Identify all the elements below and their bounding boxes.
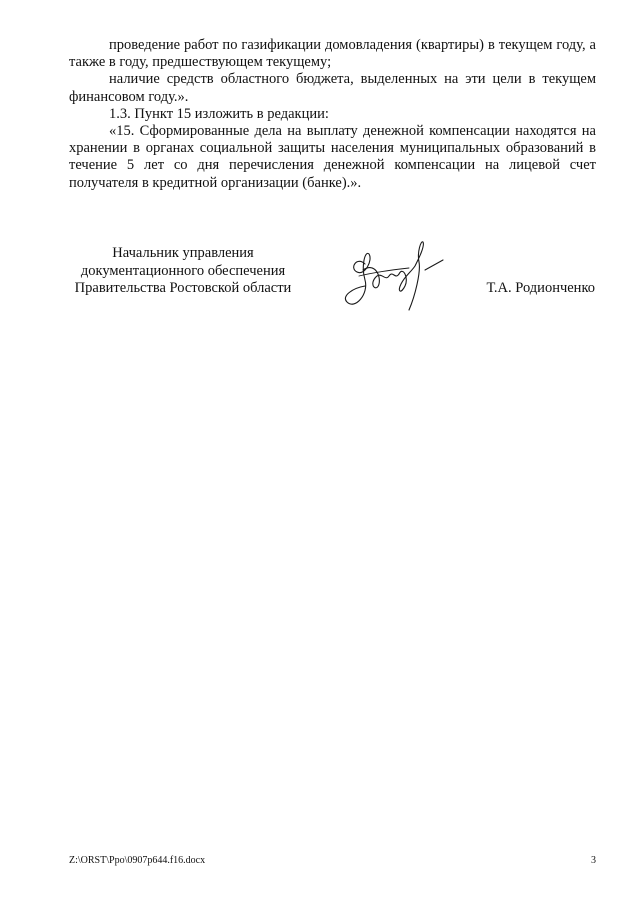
signatory-name: Т.А. Родионченко: [486, 280, 595, 296]
paragraph-point-amendment: 1.3. Пункт 15 изложить в редакции:: [109, 105, 329, 122]
page-number: 3: [591, 855, 596, 866]
signatory-title-line: Начальник управления: [112, 245, 254, 261]
document-body: [69, 37, 596, 192]
paragraph-budget-condition: наличие средств областного бюджета, выделенных на эти цели в текущем финансовом году.».: [69, 71, 596, 105]
paragraph-point-15-text: «15. Сформированные дела на выплату денежной компенсации находятся на хранении в органах социальной защиты населения муниципальных образований в течение 5 лет со дня перечисления денежной компенсации на лицевой счет получателя в кредитной организации (банке).».: [69, 123, 596, 191]
paragraph-gasification-condition: проведение работ по газификации домовладения (квартиры) в текущем году, а также в году, предшествующем текущему;: [69, 37, 596, 71]
signatory-title-line: Правительства Ростовской области: [74, 280, 292, 297]
footer-file-path: Z:\ORST\Ppo\0907p644.f16.docx: [69, 855, 206, 866]
signatory-title-line: документационного обеспечения: [80, 262, 286, 279]
signatory-title: [58, 245, 308, 298]
handwritten-signature: [335, 236, 455, 316]
